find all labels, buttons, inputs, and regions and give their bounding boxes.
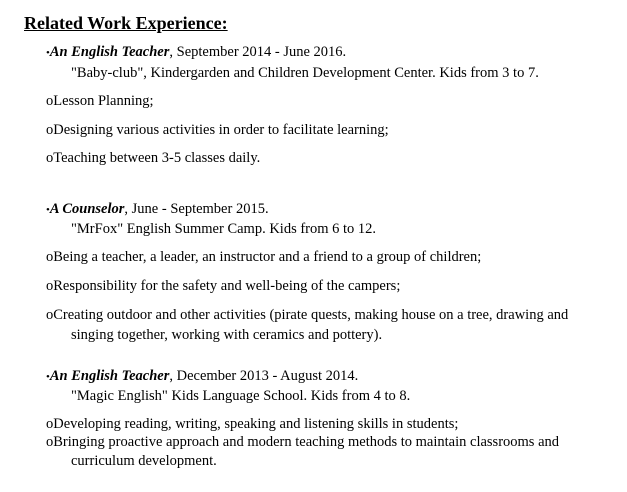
job-2-duty-3-continued: singing together, working with ceramics and pottery). [71,327,383,343]
job-3-title-line [46,367,358,386]
job-1-title-line [46,43,346,62]
job-2-duty-3-text: Creating outdoor and other activities (pirate quests, making house on a tree, drawing and [53,307,569,323]
sub-bullet-icon: o [46,434,54,450]
job-3-duty-1-text: Developing reading, writing, speaking and listening skills in students; [53,416,459,432]
sub-bullet-icon: o [46,278,54,294]
bullet-icon: • [46,47,50,59]
job-2-duty-2-text: Responsibility for the safety and well-being of the campers; [53,278,401,294]
job-1-dates: , September 2014 - June 2016. [169,44,347,60]
job-3-place: "Magic English" Kids Language School. Kids from 4 to 8. [71,388,411,404]
bullet-icon: • [46,371,50,383]
job-1-duty-2 [46,121,389,139]
bullet-icon: • [46,204,50,216]
job-2-duty-1-text: Being a teacher, a leader, an instructor and a friend to a group of children; [53,249,482,265]
job-2-dates: , June - September 2015. [124,201,269,217]
job-2-duty-1 [46,248,481,266]
job-2-title-line [46,200,269,219]
job-2-duty-2 [46,277,400,295]
job-1-duty-1-text: Lesson Planning; [53,93,154,109]
job-1-duty-3-text: Teaching between 3-5 classes daily. [53,150,261,166]
job-2-place: "MrFox" English Summer Camp. Kids from 6 to 12. [71,221,377,237]
sub-bullet-icon: o [46,93,54,109]
sub-bullet-icon: o [46,249,54,265]
sub-bullet-icon: o [46,122,54,138]
job-1-place: "Baby-club", Kindergarden and Children Development Center. Kids from 3 to 7. [71,65,539,81]
job-1-duty-2-text: Designing various activities in order to facilitate learning; [53,122,389,138]
job-3-duty-2-continued: curriculum development. [71,453,217,469]
job-3-duty-2-text: Bringing proactive approach and modern teaching methods to maintain classrooms and [53,434,560,450]
sub-bullet-icon: o [46,307,54,323]
job-3-role: An English Teacher [49,368,170,384]
section-heading: Related Work Experience: [24,13,228,33]
job-1-role: An English Teacher [49,44,170,60]
job-3-duty-2 [46,433,559,451]
job-1-duty-1 [46,92,154,110]
job-1-duty-3 [46,149,260,167]
sub-bullet-icon: o [46,150,54,166]
job-3-duty-1 [46,415,458,433]
job-2-duty-3 [46,306,568,324]
job-3-dates: , December 2013 - August 2014. [169,368,359,384]
sub-bullet-icon: o [46,416,54,432]
job-2-role: A Counselor [49,201,125,217]
